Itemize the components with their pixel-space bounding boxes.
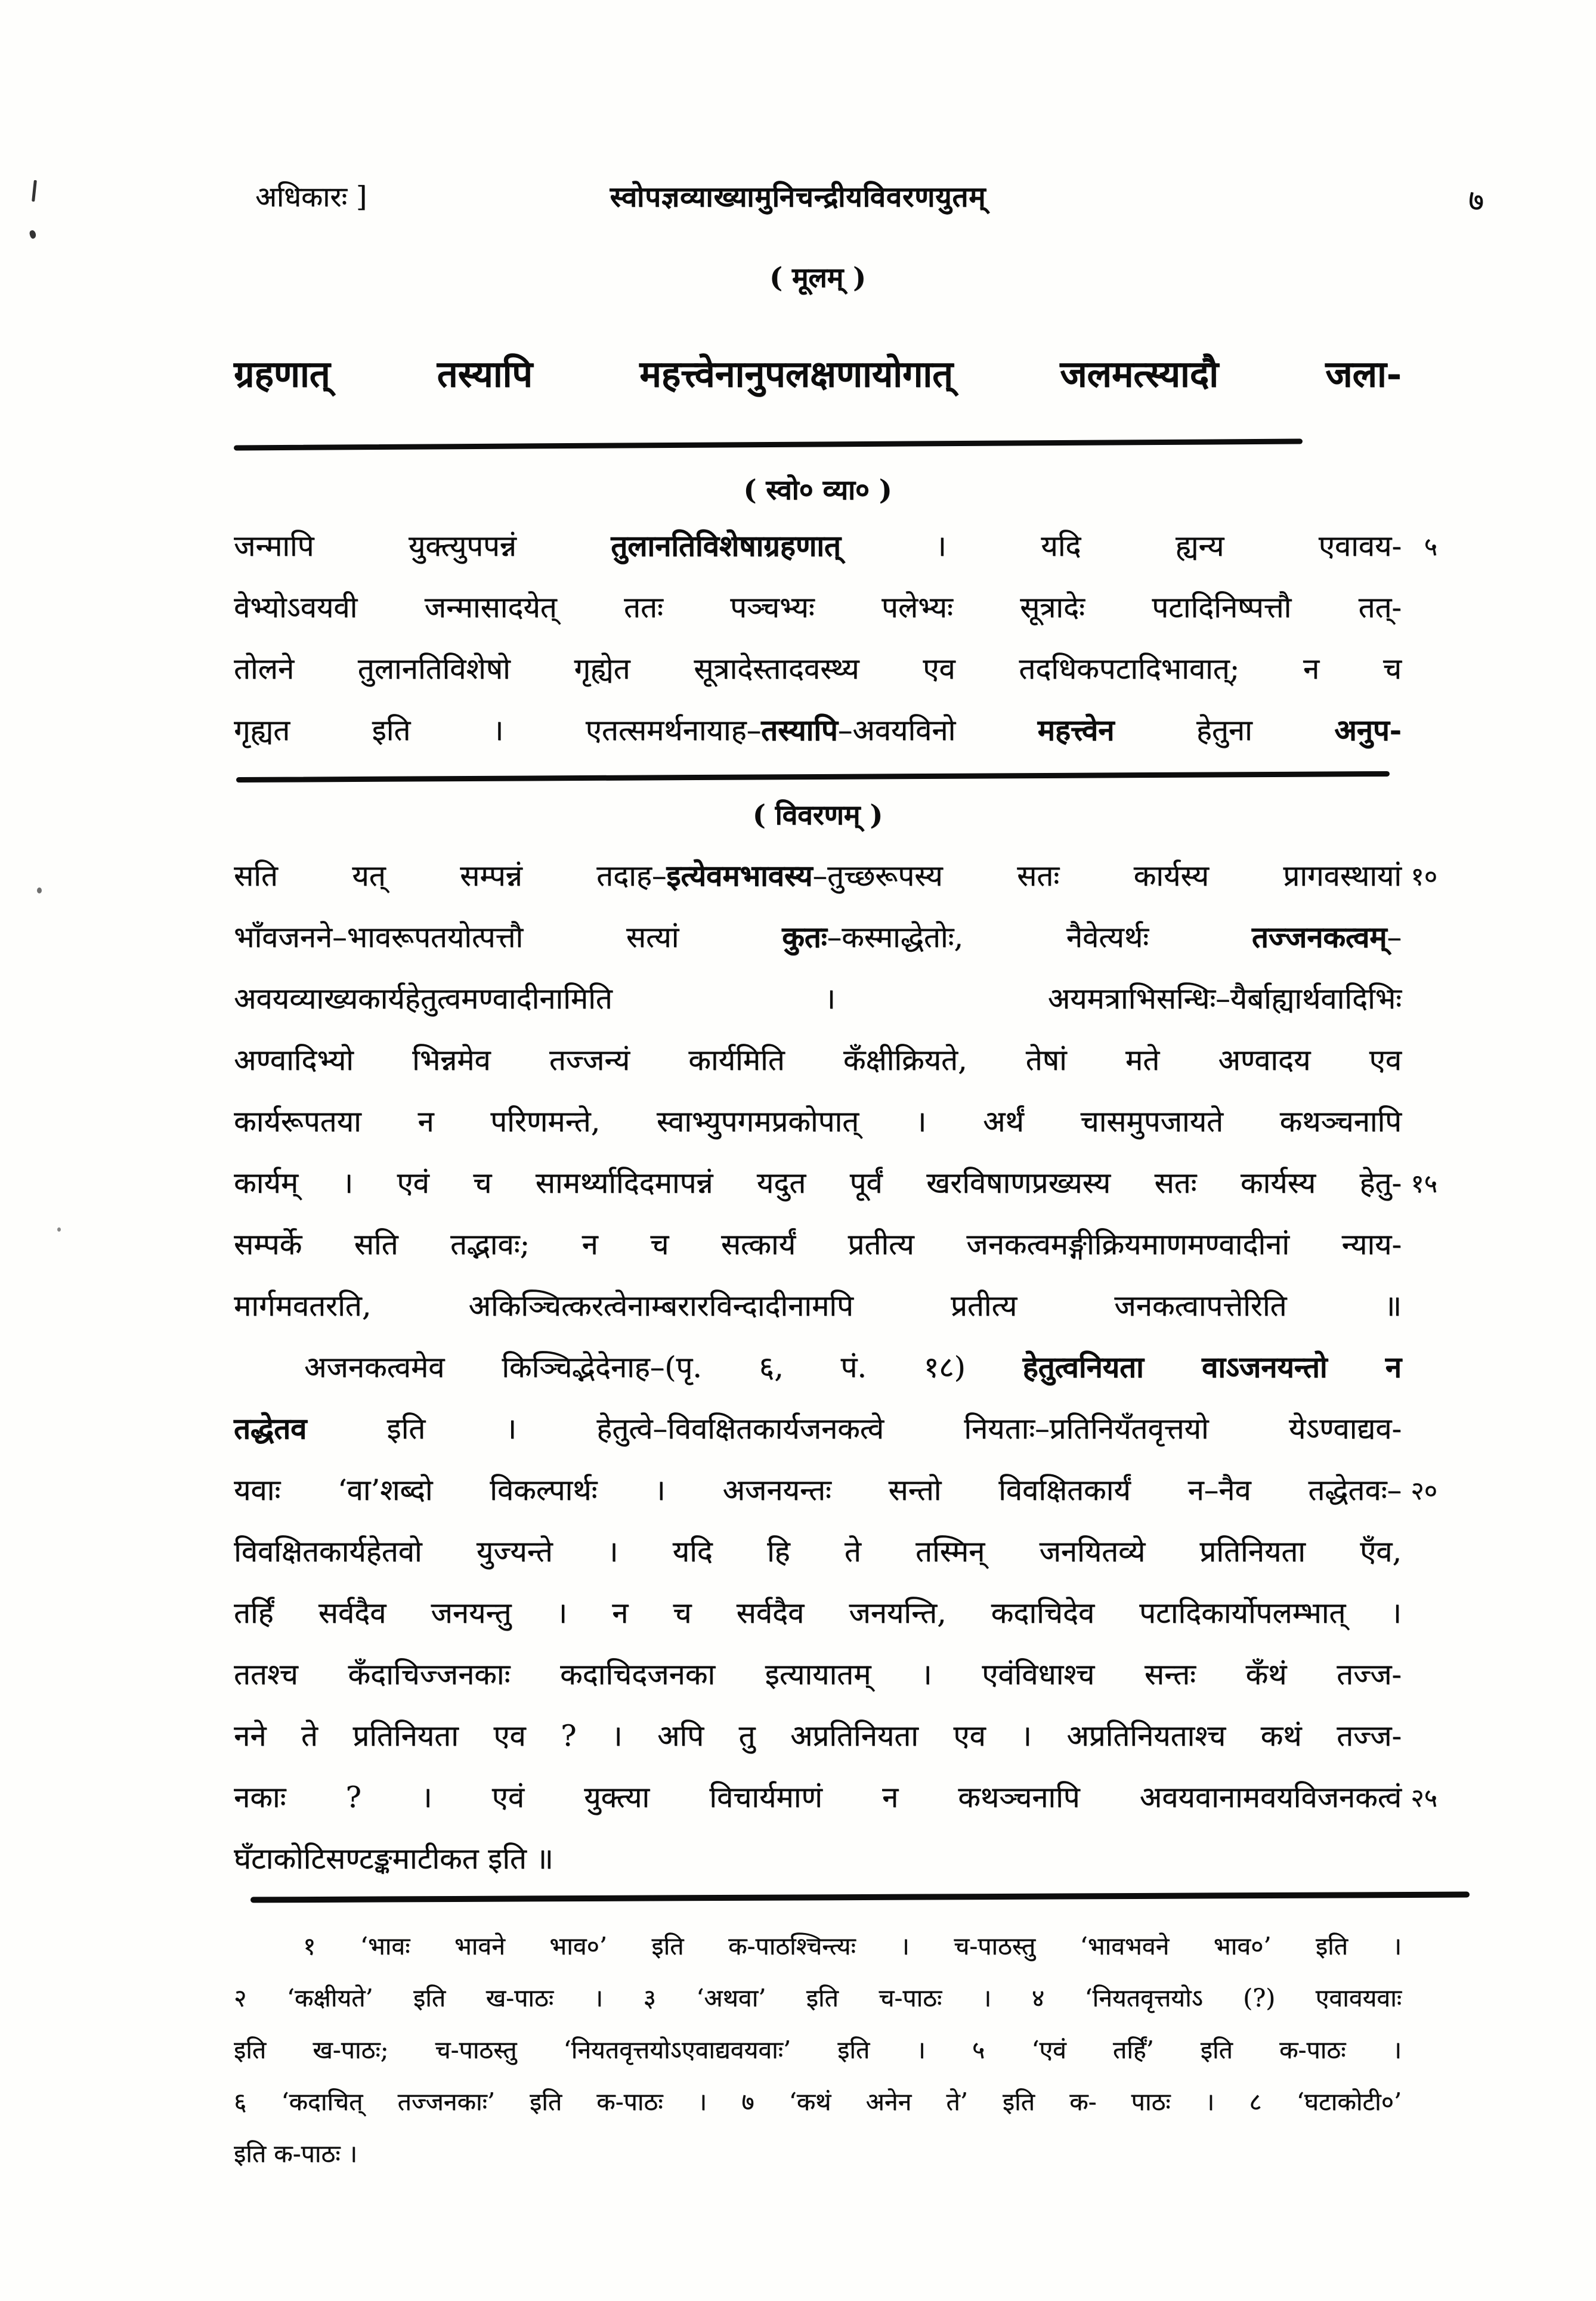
bold-pratika-text: महत्त्वेन <box>1037 713 1115 747</box>
body-text: विवक्षितकार्यहेतवो युज्यन्ते । यदि हि ते तस्मिन् जनयितव्ये प्रतिनियता एँव, <box>234 1535 1402 1569</box>
margin-line-number: २५ <box>1411 1783 1437 1813</box>
mulam-section <box>234 256 1402 447</box>
body-text: अण्वादिभ्यो भिन्नमेव तज्जन्यं कार्यमिति कँक्षीक्रियते, तेषां मते अण्वादय एव <box>234 1043 1402 1077</box>
footnote-line <box>234 2024 1402 2076</box>
text-block <box>234 256 1437 2180</box>
body-text: ततश्च कँदाचिज्जनकाः कदाचिदजनका इत्यायातम् । एवंविधाश्च सन्तः कँथं तज्ज- <box>234 1657 1402 1691</box>
mulam-section-lines <box>234 340 1402 409</box>
vivarana-section-heading: ( विवरणम् ) <box>752 799 883 831</box>
bold-pratika-text: तज्जनकत्वम् <box>1251 920 1387 954</box>
text-line <box>234 340 1402 409</box>
body-text: जन्मापि युक्त्युपपन्नं <box>234 529 611 563</box>
body-text: नकाः ? । एवं युक्त्या विचार्यमाणं न कथञ्चनापि अवयवानामवयविजनकत्वं <box>234 1780 1402 1814</box>
body-text: मार्गमवतरति, अकिञ्चित्करत्वेनाम्बरारविन्दादीनामपि प्रतीत्य जनकत्वापत्तेरिति ॥ <box>234 1289 1402 1323</box>
text-line <box>234 700 1402 761</box>
body-text: इति । हेतुत्वे–विवक्षितकार्यजनकत्वे नियताः–प्रतिनियँतवृत्तयो येऽण्वाद्यव- <box>307 1412 1402 1446</box>
text-line <box>234 1521 1402 1582</box>
bold-pratika-text: तुलानतिविशेषाग्रहणात् <box>611 528 841 563</box>
text-line <box>234 1214 1402 1275</box>
body-text: अवयव्याख्यकार्यहेतुत्वमण्वादीनामिति । अयमत्राभिसन्धिः–यैर्बाह्यार्थवादिभिः <box>234 982 1402 1016</box>
body-text: अजनकत्वमेव किञ्चिद्भेदेनाह–(पृ. ६, पं. १८) <box>304 1350 1023 1384</box>
body-text: नने ते प्रतिनियता एव ? । अपि तु अप्रतिनियता एव । अप्रतिनियताश्च कथं तज्ज- <box>234 1719 1402 1753</box>
body-text: गृह्यत इति । एतत्समर्थनायाह– <box>234 713 762 747</box>
footnotes-section-lines <box>234 1920 1402 2180</box>
text-line <box>234 907 1402 968</box>
body-text: सम्पर्के सति तद्भावः; न च सत्कार्यं प्रतीत्य जनकत्वमङ्गीक्रियमाणमण्वादीनां न्याय- <box>234 1227 1402 1261</box>
text-line <box>234 1828 1402 1889</box>
section-divider-rule <box>250 1892 1470 1903</box>
section-divider-rule <box>236 771 1390 783</box>
text-line <box>234 515 1437 577</box>
body-text: भाँवजनने–भावरूपतयोत्पत्तौ सत्यां <box>234 920 782 954</box>
body-text: –कस्माद्धेतोः, नैवेत्यर्थः <box>827 920 1252 954</box>
scan-artifact <box>37 887 42 893</box>
mulam-section-heading: ( मूलम् ) <box>769 261 866 293</box>
text-line <box>234 1459 1437 1521</box>
text-line <box>234 1398 1402 1459</box>
section-divider-rule <box>234 439 1303 451</box>
body-text: कार्यम् । एवं च सामर्थ्यादिदमापन्नं यदुत पूर्वं खरविषाणप्रख्यस्य सतः कार्यस्य हेतु- <box>234 1166 1402 1200</box>
page-number: ७ <box>1468 183 1484 218</box>
text-line <box>234 1091 1402 1152</box>
vivarana-section <box>234 794 1437 1889</box>
margin-line-number: ५ <box>1424 532 1437 562</box>
margin-line-number: २० <box>1411 1476 1437 1506</box>
body-text: हेतुना <box>1114 713 1335 747</box>
svopajna-vyakhya-section-lines <box>234 515 1437 761</box>
text-line <box>234 1029 1402 1091</box>
footnote-line <box>234 1920 1402 1972</box>
body-text: । यदि ह्यन्य एवावय- <box>840 529 1402 563</box>
bold-pratika-text: ग्रहणात् तस्यापि महत्त्वेनानुपलक्षणायोगात् जलमत्स्यादौ जला- <box>234 353 1402 395</box>
text-line <box>234 1275 1402 1337</box>
body-text: वेभ्योऽवयवी जन्मासादयेत् ततः पञ्चभ्यः पलेभ्यः सूत्रादेः पटादिनिष्पत्तौ तत्- <box>234 590 1402 624</box>
body-text: घँटाकोटिसण्टङ्कमाटीकत इति ॥ <box>234 1842 553 1876</box>
body-text: १ ‘भावः भावने भाव०’ इति क-पाठश्चिन्त्यः । च-पाठस्तु ‘भावभवने भाव०’ इति । <box>303 1932 1402 1960</box>
body-text: ६ ‘कदाचित् तज्जनकाः’ इति क-पाठः । ७ ‘कथं अनेन ते’ इति क- पाठः । ८ ‘घटाकोटी०’ <box>234 2087 1402 2116</box>
text-line <box>234 1152 1437 1214</box>
text-line <box>234 1582 1402 1644</box>
footnote-line <box>234 1972 1402 2024</box>
text-line <box>234 968 1402 1029</box>
body-text: यवाः ‘वा’शब्दो विकल्पार्थः । अजनयन्तः सन्तो विवक्षितकार्यं न–नैव तद्धेतवः– <box>234 1473 1402 1507</box>
vivarana-section-lines <box>234 845 1437 1889</box>
body-text: २ ‘कक्षीयते’ इति ख-पाठः । ३ ‘अथवा’ इति च-पाठः । ४ ‘नियतवृत्तयोऽ (?) एवावयवाः <box>234 1984 1402 2012</box>
text-line <box>234 1337 1402 1398</box>
bold-pratika-text: इत्येवमभावस्य <box>666 858 813 893</box>
text-line <box>234 845 1437 907</box>
scan-artifact <box>29 230 37 240</box>
bold-pratika-text: तद्धेतव <box>234 1411 307 1446</box>
bold-pratika-text: अनुप- <box>1334 713 1402 747</box>
body-text: तर्हिं सर्वदैव जनयन्तु । न च सर्वदैव जनयन्ति, कदाचिदेव पटादिकार्योपलम्भात् । <box>234 1596 1402 1630</box>
body-text: कार्यरूपतया न परिणमन्ते, स्वाभ्युपगमप्रकोपात् । अर्थं चासमुपजायते कथञ्चनापि <box>234 1105 1402 1139</box>
bold-pratika-text: हेतुत्वनियता वाऽजनयन्तो न <box>1022 1350 1402 1384</box>
footnote-line <box>234 2128 1402 2180</box>
body-text: तोलने तुलानतिविशेषो गृह्येत सूत्रादेस्तादवस्थ्य एव तदधिकपटादिभावात्; न च <box>234 652 1402 686</box>
svopajna-vyakhya-section-heading: ( स्वो० व्या० ) <box>743 474 892 506</box>
text-line <box>234 1705 1402 1767</box>
running-header-title: स्वोपज्ञव्याख्यामुनिचन्द्रीयविवरणयुतम् <box>610 181 986 214</box>
body-text: सति यत् सम्पन्नं तदाह– <box>234 859 667 893</box>
bold-pratika-text: तस्यापि <box>761 713 838 747</box>
margin-line-number: १० <box>1411 862 1437 892</box>
margin-line-number: १५ <box>1411 1169 1437 1199</box>
body-text: –अवयविनो <box>837 713 1038 747</box>
text-line <box>234 1644 1402 1705</box>
bold-pratika-text: कुतः <box>782 920 827 954</box>
running-header <box>0 177 1596 230</box>
footnotes-section <box>234 1894 1402 2180</box>
text-line <box>234 1767 1437 1828</box>
scan-artifact <box>57 1227 61 1232</box>
body-text: –तुच्छरूपस्य सतः कार्यस्य प्रागवस्थायां <box>812 859 1402 893</box>
body-text: इति क-पाठः । <box>234 2139 358 2168</box>
body-text: इति ख-पाठः; च-पाठस्तु ‘नियतवृत्तयोऽएवाद्यवयवाः’ इति । ५ ‘एवं तर्हिं’ इति क-पाठः । <box>234 2036 1402 2064</box>
footnote-line <box>234 2076 1402 2128</box>
body-text: – <box>1387 920 1402 954</box>
text-line <box>234 638 1402 700</box>
running-header-left: अधिकारः ] <box>255 181 367 214</box>
svopajna-vyakhya-section <box>234 469 1437 780</box>
text-line <box>234 577 1402 638</box>
